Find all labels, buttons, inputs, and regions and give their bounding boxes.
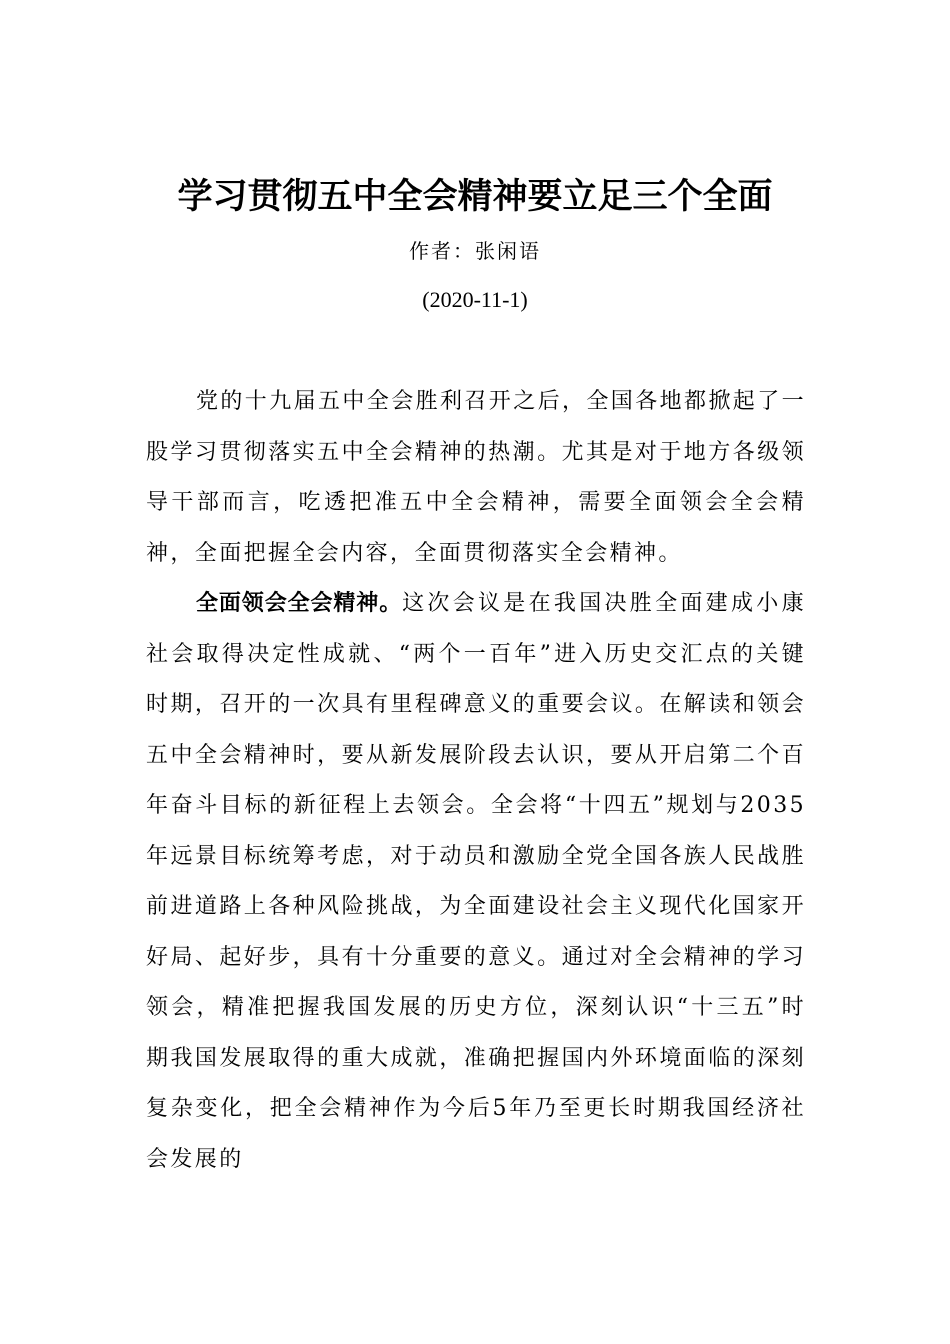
paragraph-text: 党的十九届五中全会胜利召开之后，全国各地都掀起了一股学习贯彻落实五中全会精神的热潮。尤其是对于地方各级领导干部而言，吃透把准五中全会精神，需要全面领会全会精神，全面把握全会内容，全面贯彻落实全会精神。 [146, 389, 807, 566]
paragraph-section-1 [146, 579, 806, 1185]
paragraph-lead: 全面领会全会精神。 [196, 591, 403, 616]
paragraph-intro [146, 377, 806, 579]
document-body [146, 377, 806, 1185]
document-author: 作者：张闲语 [409, 239, 541, 263]
document-date: (2020-11-1) [422, 287, 528, 312]
paragraph-text: 这次会议是在我国决胜全面建成小康社会取得决定性成就、“两个一百年”进入历史交汇点的关键时期，召开的一次具有里程碑意义的重要会议。在解读和领会五中全会精神时，要从新发展阶段去认识，要从开启第二个百年奋斗目标的新征程上去领会。全会将“十四五”规划与2035年远景目标统筹考虑，对于动员和激励全党全国各族人民战胜前进道路上各种风险挑战，为全面建设社会主义现代化国家开好局、起好步，具有十分重要的意义。通过对全会精神的学习领会，精准把握我国发展的历史方位，深刻认识“十三五”时期我国发展取得的重大成就，准确把握国内外环境面临的深刻复杂变化，把全会精神作为今后5年乃至更长时期我国经济社会发展的 [146, 591, 806, 1172]
document-title: 学习贯彻五中全会精神要立足三个全面 [177, 177, 773, 217]
